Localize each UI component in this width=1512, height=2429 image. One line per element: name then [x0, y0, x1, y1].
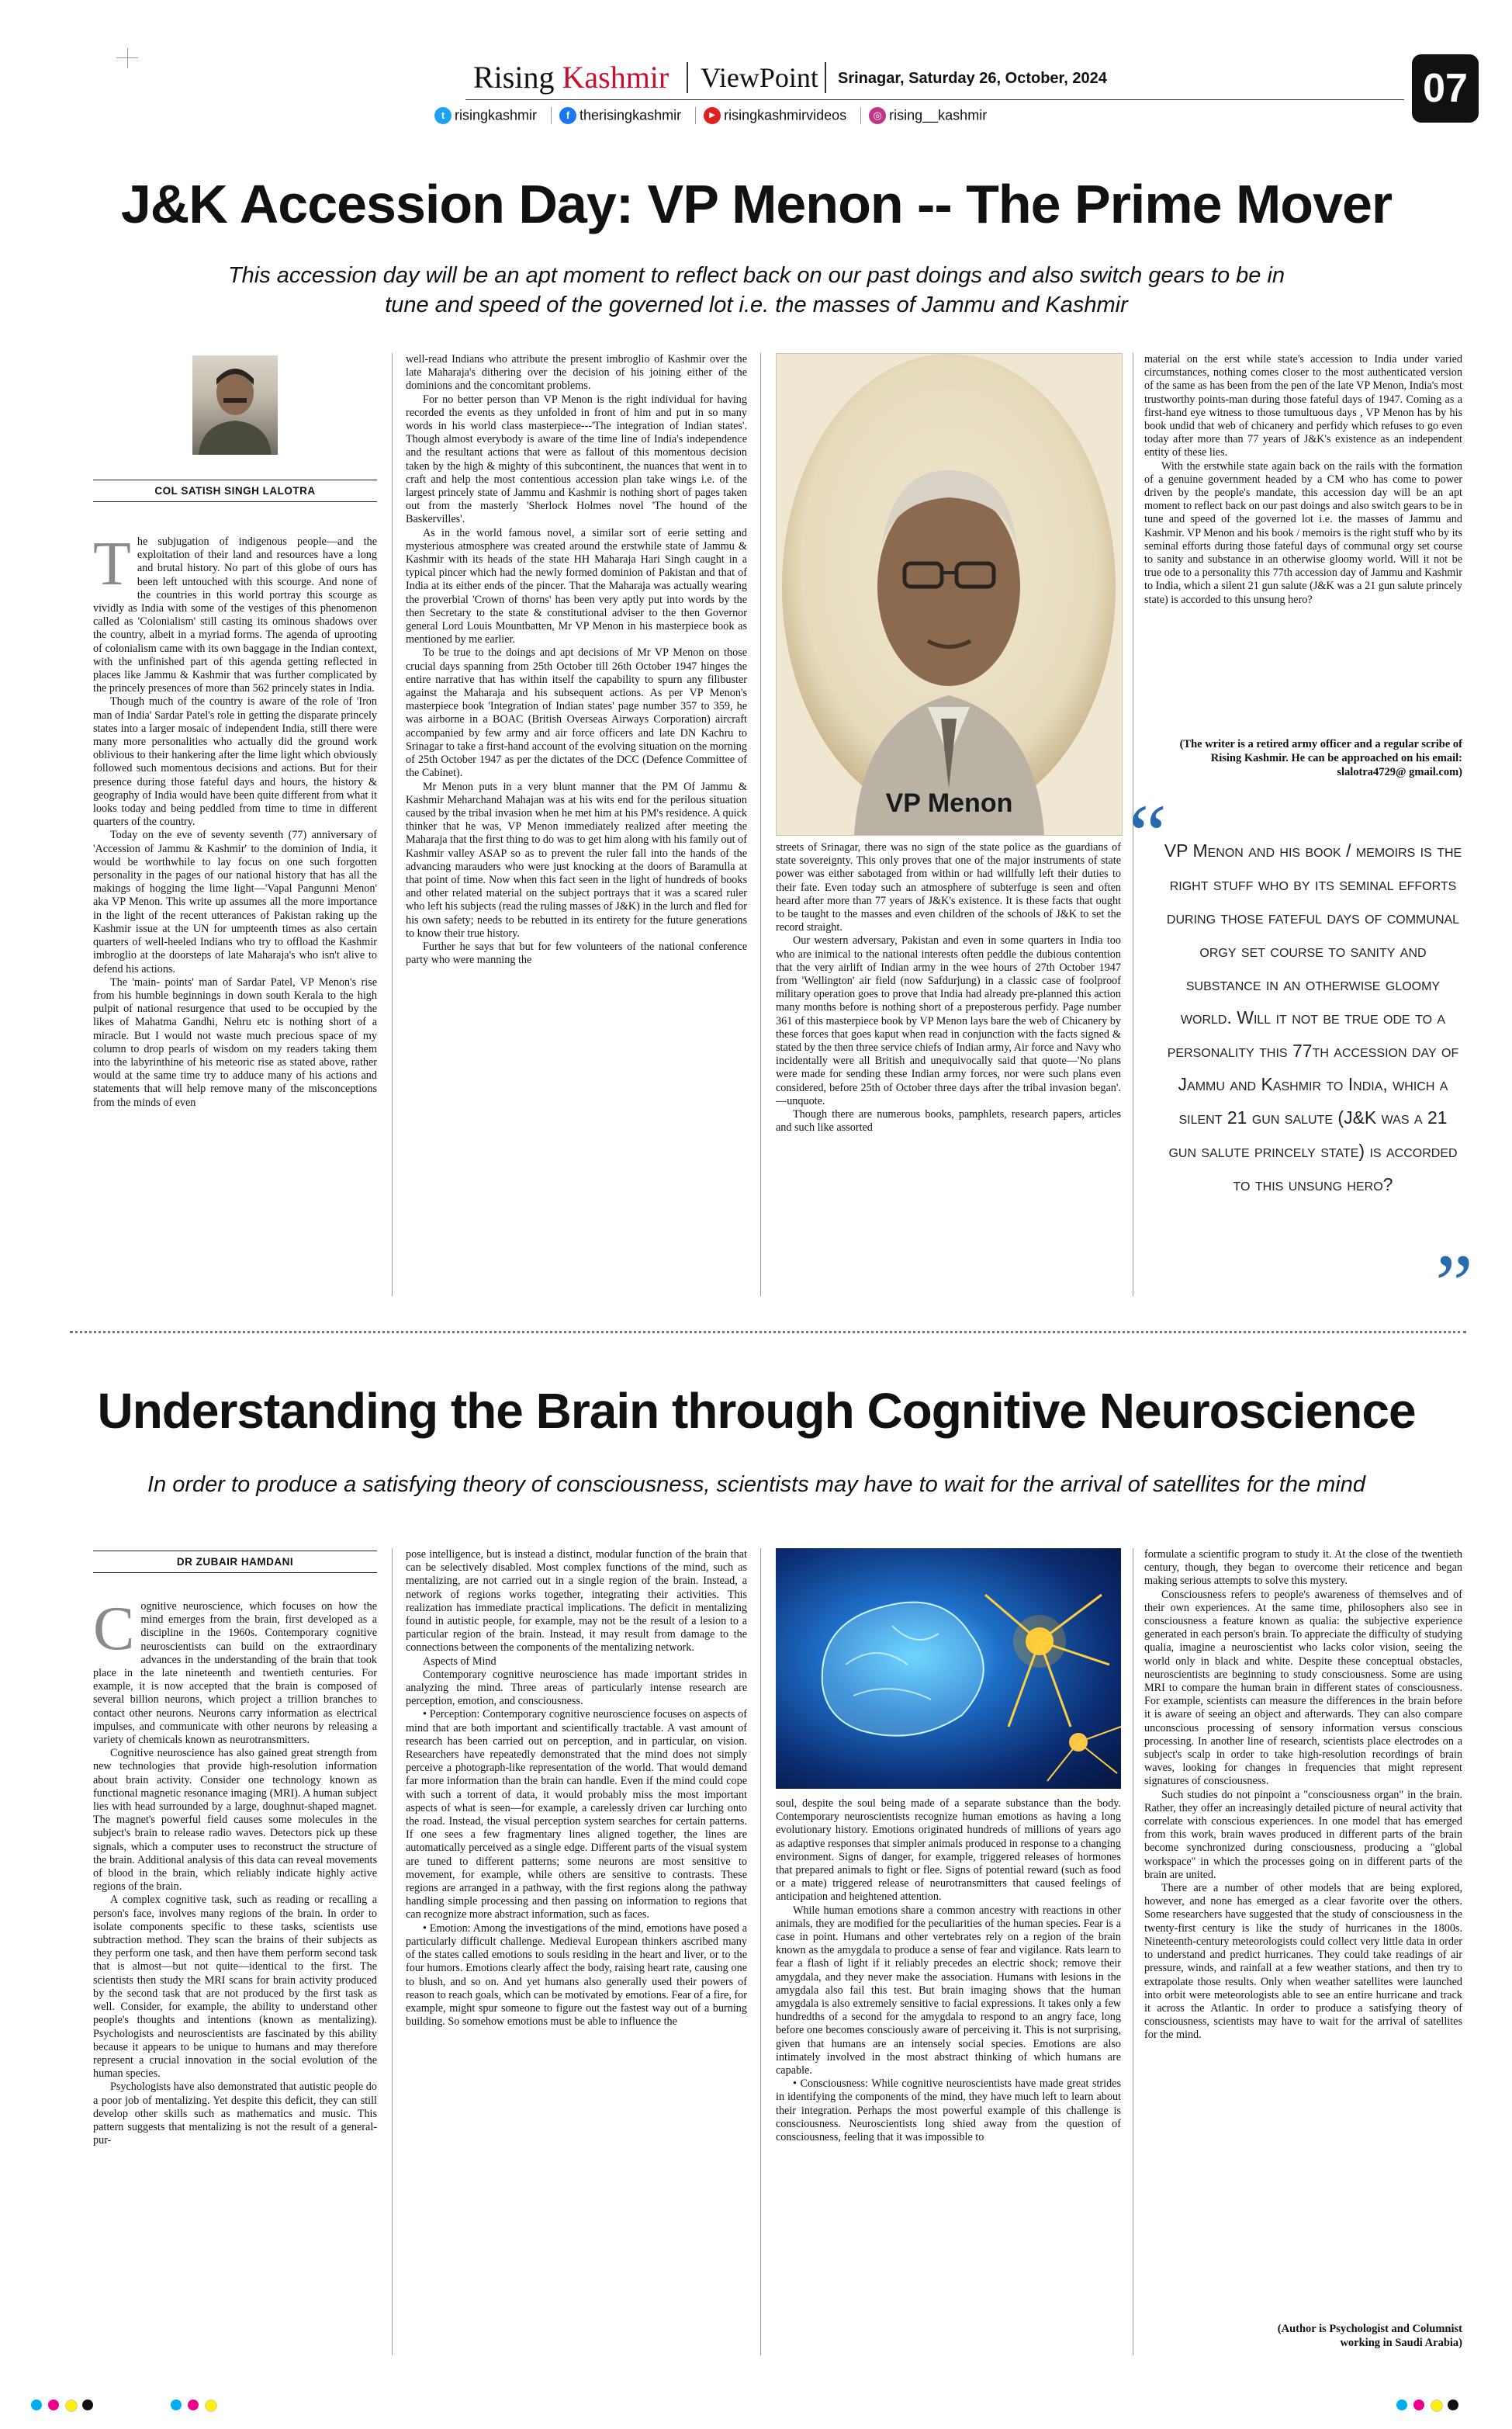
author-note-line: working in Saudi Arabia) [1340, 2337, 1462, 2349]
vp-menon-photo [776, 353, 1123, 836]
portrait-illustration [777, 354, 1122, 835]
author-photo [192, 355, 278, 455]
dateline: Srinagar, Saturday 26, October, 2024 [838, 70, 1107, 87]
article-paragraph: As in the world famous novel, a similar sort of eerie setting and mysterious atmosphere was created around the erstwhile state of Jammu & Kashmir with its heads of the state HH Maharaja Hari Singh caught in a typical pincer which had the newly formed dominion of Pakistan and that of India at its either ends of the pincer. That the Maharaja was actually wearing the proverbial 'Crown of thorns' has been very aptly put into words by the then Secretary to the state & constitutional adviser to the then Governor general Lord Louis Mountbatten, Mr VP Menon in his masterpiece book as mentioned by me earlier. [406, 526, 747, 646]
article2-headline: Understanding the Brain through Cognitive Neuroscience [97, 1383, 1416, 1439]
article-paragraph: • Perception: Contemporary cognitive neuroscience focuses on aspects of mind that are both important and scientifically tractable. A vast amount of research has been carried out on perception, and in particular, on vision. Researchers have repeatedly demonstrated that the mind does not simply perceive a photograph-like representation of the world. That would demand far more information than the brain can handle. Even if the mind could cope with such a torrent of data, it would probably miss the most important aspects of what is seen—for example, a carelessly driven car lurching onto the road. Instead, the visual perception system searches for certain patterns. If one sees a few fragmentary lines aligned together, the lines are automatically perceived as a single edge. Different parts of the visual system are tuned to different patterns; some neurons are most sensitive to movement, for example, while others are sensitive to contrasts. These regions are arranged in a pathway, with the first regions along the pathway handling simple processing and then passing on information to regions that can recognize more abstract information, such as faces. [406, 1708, 747, 1921]
brand-name-part2: Kashmir [562, 60, 670, 95]
subheading: Aspects of Mind [423, 1655, 497, 1668]
column-divider [392, 1548, 393, 2355]
article-paragraph: Today on the eve of seventy seventh (77) anniversary of 'Accession of Jammu & Kashmir' to the dominion of India, it would be worthwhile to lay focus on one such forgotten personality in the pages of our national history that has all the makings of hogging the lime light—'Vapal Pangunni Menon' aka VP Menon. This write up assumes all the more importance in the light of the recent utterances of Pakistan raking up the Kashmir issue at the UN for umpteenth times as also certain quarters of well-heeled Indians who try to offload the Kashmir imbroglio at the doorsteps of late Maharaja's who isn't alive to defend his actions. [93, 829, 377, 975]
article-paragraph: The subjugation of indigenous people—and the exploitation of their land and resources have a long and brutal history. No part of this globe of ours has been left untouched with this scourge. And none of the countries in this world portray this scourge as vividly as India with some of the vestiges of this phenomenon called as 'Colonialism' still casting its ominous shadows over the country, albeit in a myriad forms. The agenda of uprooting of colonialism came with its own baggage in the Indian context, with the unfinished part of this agenda getting reflected in places like Jammu & Kashmir that was further complicated by the princely presences of more than 562 princely states in India. [93, 535, 377, 695]
article2-deck: In order to produce a satisfying theory of consciousness, scientists may have to wait for the arrival of satellites for the mind [147, 1472, 1365, 1497]
masthead [0, 0, 1512, 140]
article1-headline: J&K Accession Day: VP Menon -- The Prime Mover [120, 174, 1393, 234]
author-note [1160, 2322, 1462, 2350]
article1-column-2 [406, 353, 747, 1312]
article-paragraph: To be true to the doings and apt decisions of Mr VP Menon on those crucial days spanning from 25th October till 26th October 1947 hinges the entire narrative that has within itself the capability to spurn any filibuster against the Maharaja and his subsequent actions. As per VP Menon's masterpiece book 'Integration of Indian states' page number 357 to 359, he was airborne in a BOAC (British Overseas Airways Corporation) aircraft accompanied by few army and air force officers and late DN Kachru to Srinagar to take a first-hand account of the evolving situation on the morning of 25th October 1947 as per the dictates of the DCC (Defence Committee of the Cabinet). [406, 646, 747, 780]
article-paragraph: Cognitive neuroscience has also gained great strength from new technologies that provide high-resolution information about brain activity. Consider one technology known as functional magnetic resonance imaging (MRI). A human subject lies with head surrounded by a large, doughnut-shaped magnet. The magnet's powerful field causes some molecules in the subject's brain to release radio waves. Detectors pick up these signals, which a computer uses to reconstruct the structure of the brain. Additional analysis of this data can reveal movements of blood in the brain, which reliably indicate highly active regions of the brain. [93, 1747, 377, 1894]
article-paragraph: • Consciousness: While cognitive neuroscientists have made great strides in identifying the components of the mind, they have much left to learn about their integration. Perhaps the most powerful example of this challenge is consciousness. Neuroscientists long shied away from the question of consciousness, feeling that it was impossible to [776, 2077, 1121, 2144]
article1-column-4 [1144, 353, 1462, 733]
article-paragraph: Further he says that but for few volunteers of the national conference party who were manning the [406, 940, 747, 967]
column-divider [760, 1548, 761, 2355]
registration-mark [48, 2400, 59, 2410]
instagram-icon: ◎ [869, 107, 886, 124]
header-rule [465, 99, 1404, 100]
article1-column-1 [93, 535, 377, 1312]
registration-mark [31, 2400, 42, 2410]
youtube-icon: ▶ [704, 107, 721, 124]
article-paragraph: There are a number of other models that are being explored, however, and none has emerged as a clear favorite over the others. Some researchers have suggested that the study of consciousness in the twenty-first century is like the study of hurricanes in the 1800s. Nineteenth-century meteorologists could collect very little data in order to understand and predict hurricanes. They could take readings of air pressure, winds, and rainfall at a few weather stations, and then try to extrapolate those results. Only when weather satellites were launched into orbit were meteorologists able to see an entire hurricane and track it across the Atlantic. In order to produce a satisfying theory of consciousness, scientists may have to wait for the arrival of satellites for the mind. [1144, 1882, 1462, 2042]
article1-deck-line: tune and speed of the governed lot i.e. the masses of Jammu and Kashmir [385, 293, 1128, 317]
registration-mark [82, 2400, 93, 2410]
article-paragraph: pose intelligence, but is instead a distinct, modular function of the brain that can be selectively disabled. Most complex functions of the mind, such as mentalizing, are not carried out in a single region of the brain. Instead, a network of regions works together, integrating their activities. This realization has immediate practical implications. The deficit in mentalizing found in autistic people, for example, may not be the result of a lesion to a particular region of the brain. Instead, it may result from damage to the connections between the components of the mentalizing network. [406, 1548, 747, 1655]
registration-mark [1448, 2400, 1458, 2410]
column-divider [760, 353, 761, 1296]
author-note: (The writer is a retired army officer and a regular scribe of Rising Kashmir. He can be approached on his email: slalotra4729@ gmail.com) [1179, 738, 1462, 778]
header-divider [687, 62, 688, 93]
article-paragraph: For no better person than VP Menon is the right individual for having recorded the events as they unfolded in front of him and put in so many words in his world class masterpiece---'The integration of Indian states'. Though almost everybody is aware of the time line of India's independence and the resultant actions that were as fallout of this momentous decision taken by the high & mighty of this subcontinent, the nuances that went in to craft and help the most contentious accession plan take wings i.e. of the largest princely state of Jammu and Kashmir is nothing short of pages taken out from the masterly 'Sherlock Holmes novel 'The hound of the Baskervilles'. [406, 393, 747, 526]
quote-open-icon: “ [1129, 787, 1167, 882]
article-paragraph: well-read Indians who attribute the present imbroglio of Kashmir over the late Maharaja's dithering over the decision of his joining either of the dominions and the concomitant problems. [406, 353, 747, 393]
article-paragraph: Psychologists have also demonstrated that autistic people do a poor job of mentalizing. Yet despite this deficit, they can still develop other skills such as mathematics and music. This pattern suggests that mentalizing is not the result of a general-pur- [93, 2081, 377, 2147]
registration-mark [1396, 2400, 1407, 2410]
registration-mark [65, 2400, 78, 2412]
article2-column-3 [776, 1797, 1121, 2355]
social-label: risingkashmirvideos [724, 107, 847, 123]
article-paragraph: Contemporary cognitive neuroscience has made important strides in analyzing the mind. Three areas of particularly intense research are perception, emotion, and consciousness. [406, 1668, 747, 1708]
registration-mark [205, 2400, 217, 2412]
social-link-youtube[interactable] [695, 107, 846, 124]
twitter-icon: t [434, 107, 452, 124]
article-paragraph: Our western adversary, Pakistan and even in some quarters in India too who are inimical to the national interests often peddle the dubious contention that the very airlift of Indian army in the wee hours of 27th October 1947 from 'Wellington' air field (now Safdurjung) in a classic case of foolproof military operation goes to prove that India had already pre-planned this action many months before is nothing short of a preposterous perfidy. Page number 361 of this masterpiece book by VP Menon lays bare the web of Chicanery by these forces that goes kaput when read in conjunction with the facts signed & stated by the then three service chiefs of Indian army, Air force and Navy who incidentally were all British and unequivocally said that quote—'No plans were made for sending these Indian army forces, nor were such plans even considered, before 25th of October three days after the tribal invasion began'.—unquote. [776, 934, 1121, 1107]
drop-cap: C [93, 1600, 135, 1663]
social-label: rising__kashmir [889, 107, 988, 123]
neurons-illustration [776, 1548, 1121, 1789]
article-paragraph: The 'main- points' man of Sardar Patel, VP Menon's rise from his humble beginnings in down south Kerala to the high pulpit of national resurgence that used to be occupied by the likes of Mahatma Gandhi, Nehru etc is nothing short of a miracle. But I would not waste much precious space of my column to drop pearls of wisdom on my readers taking them into the labyrinthine of his meteoric rise as stated above, rather would at the same time try to adduce many of his actions and statements that will help remove many of the misconceptions from the minds of even [93, 975, 377, 1109]
section-divider [70, 1331, 1466, 1333]
article-paragraph: Cognitive neuroscience, which focuses on how the mind emerges from the brain, first developed as a discipline in the 1960s. Contemporary cognitive neuroscientists can build on the extraordinary advances in the understanding of the brain that took place in the late nineteenth and twentieth centuries. For example, it is now accepted that the brain is composed of several billion neurons, which project a trillion branches to contact other neurons. Neurons carry information as electrical impulses, and communicate with other neurons by releasing a variety of chemicals known as neurotransmitters. [93, 1600, 377, 1747]
social-link-twitter[interactable] [434, 107, 537, 124]
article-paragraph: Consciousness refers to people's awareness of themselves and of their own experiences. At the same time, philosophers also see in consciousness a feature known as qualia: the subjective experience generated in each person's brain. To appreciate the difficulty of studying qualia, imagine a neuroscientist who lacks color vision, seeing the world only in black and white. Despite these conceptual obstacles, neuroscientists are beginning to study consciousness. Some are using MRI to compare the human brain in different states of consciousness. For example, scientists can measure the differences in the brain before it is aware of seeing an object and afterwards. They can also compare unconscious processing of sensory information versus conscious processing. In another line of research, scientists place electrodes on a subject's scalp in order to take high-resolution recordings of brain waves, looking for changes in frequencies that might represent signatures of consciousness. [1144, 1588, 1462, 1788]
registration-mark [171, 2400, 182, 2410]
photo-caption: VP Menon [885, 788, 1013, 818]
article2-byline: DR ZUBAIR HAMDANI [93, 1551, 377, 1573]
author-note-line: (Author is Psychologist and Columnist [1277, 2323, 1462, 2335]
registration-strip [31, 2398, 1482, 2413]
article-paragraph: While human emotions share a common ancestry with reactions in other animals, they are modified for the peculiarities of the human species. Fear is a case in point. Humans and other vertebrates rely on a region of the brain known as the amygdala to produce a sense of fear and vigilance. Rats learn to fear a flash of light if it reliably precedes an electric shock; remove their amygdala, and they never make the association. Humans with lesions in the amygdala also fail this test. But brain imaging shows that the human amygdala is also extremely sensitive to facial expressions. It takes only a few hundredths of a second for the amygdala to respond to an angry face, long before one becomes consciously aware of perceiving it. This is not surprising, given that humans are an intensely social species. Emotions are also intimately involved in the most abstract thinking of which humans are capable. [776, 1904, 1121, 2077]
social-label: therisingkashmir [580, 107, 682, 123]
article-paragraph: • Emotion: Among the investigations of the mind, emotions have posed a particularly difficult challenge. Medieval European thinkers ascribed many of the states called emotions to souls residing in the heart and liver, or to the four humors. Emotions clearly affect the body, raising heart rate, causing one to blush, and so on. And yet humans also generally used their powers of reason to reach goals, which can be motivated by emotions. Fear of a fire, for example, might spur someone to figure out the fastest way out of a burning building. So somehow emotions must be able to influence the [406, 1921, 747, 2029]
article-paragraph: Such studies do not pinpoint a "consciousness organ" in the brain. Rather, they offer an increasingly detailed picture of neural activity that correlate with conscious experiences. In one model that has emerged from this work, brain waves produced in different parts of the brain become synchronized during consciousness, producing a "global workspace" in which the processes going on in different parts of the brain are united. [1144, 1788, 1462, 1881]
article1-column-3 [776, 841, 1121, 1312]
quote-close-icon: ” [1435, 1237, 1473, 1332]
drop-cap: T [93, 535, 131, 598]
article1-deck [62, 261, 1451, 320]
social-link-facebook[interactable] [551, 107, 681, 124]
article-paragraph: Though much of the country is aware of the role of 'Iron man of India' Sardar Patel's role in getting the disparate princely states into a larger mosaic of independent India, still there were many more personalities who actually did the ground work oblivious to their hankering after the lime light which obviously followed such momentous decisions and actions. But for their presence during those fateful days and hours, the history & geography of India would have been quite different from what it looks today and being peddled from time to time in different quarters of the country. [93, 695, 377, 829]
social-label: risingkashmir [455, 107, 538, 123]
registration-mark [188, 2400, 199, 2410]
article2-column-1 [93, 1600, 377, 2353]
column-divider [392, 353, 393, 1296]
brand-name-part1: Rising [473, 60, 562, 95]
crop-mark [127, 48, 128, 68]
section-title: ViewPoint [701, 62, 818, 93]
pull-quote: VP Menon and his book / memoirs is the right stuff who by its seminal efforts during those fateful days of communal orgy set course to sanity and substance in an otherwise gloomy world. Will it not be true ode to a personality this 77th accession day of Jammu and Kashmir to India, which a silent 21 gun salute (J&K was a 21 gun salute princely state) is accorded to this unsung hero? [1164, 840, 1462, 1194]
article-paragraph: With the erstwhile state again back on the rails with the formation of a genuine government headed by a CM who has come to power driven by the people's mandate, this accession day will be an apt moment to reflect back on our past doings and also switch gears to be in tune and speed of the governed lot i.e. the masses of Jammu and Kashmir. VP Menon and his book / memoirs is the right stuff who by its seminal efforts during those fateful days of communal orgy set course to sanity and substance in an otherwise gloomy world. Will it not be true ode to a personality this 77th accession day of Jammu and Kashmir to India, which a silent 21 gun salute (J&K was a 21 gun salute princely state) is accorded to this unsung hero? [1144, 459, 1462, 606]
registration-mark [1431, 2400, 1443, 2412]
registration-mark [1413, 2400, 1424, 2410]
facebook-icon: f [559, 107, 576, 124]
page-number: 07 [1412, 54, 1479, 123]
article2-column-2 [406, 1548, 747, 2355]
article-paragraph: soul, despite the soul being made of a separate substance than the body. Contemporary neuroscientists recognize human emotions as having a long evolutionary history. Emotions originated hundreds of millions of years ago as adaptive responses that simpler animals produced in response to a changing environment. Signs of danger, for example, triggered releases of hormones that prepared animals to fight or flee. Signs of potential reward (such as food or a mate) triggered release of neurotransmitters that caused feelings of anticipation and heightened attention. [776, 1797, 1121, 1904]
author-portrait-illustration [192, 355, 278, 455]
brain-illustration [776, 1548, 1121, 1789]
article1-byline: COL SATISH SINGH LALOTRA [93, 480, 377, 502]
header-divider [825, 62, 826, 93]
article-paragraph: Mr Menon puts in a very blunt manner that the PM Of Jammu & Kashmir Meharchand Mahajan was at his wits end for the perilous situation caused by the tribal invasion when he met him at his PM's residence. A quick thinker that he was, VP Menon immediately realized after meeting the Maharaja that the first thing to do was to get him along with his family out of Kashmir valley ASAP so as to prevent the ruler fall into the hands of the advancing marauders who were just knocking at the doors of Baramulla at that point of time. Now when this fact seen in the light of hundreds of books and other related material on the subject portrays that it was a scared ruler who left his subjects (read the ruling masses of J&K) in the lurch and fled for his own safety; needs to be rebutted in its entirety for the future generations to know their true history. [406, 780, 747, 940]
article-paragraph: A complex cognitive task, such as reading or recalling a person's face, involves many regions of the brain. In order to isolate components specific to these tasks, scientists use subtraction method. They scan the brains of their subjects as they perform one task, and then have them perform second task that is almost—but not quite—identical to the first. The scientists then study the MRI scans for brain activity produced by the second task that are not produced by the first task as well. Consider, for example, the ability to understand other people's thoughts and intentions (known as mentalizing). Psychologists and neuroscientists are fascinated by this ability because it appears to be unique to humans and may therefore represent a crucial innovation in the social evolution of the human species. [93, 1894, 377, 2081]
article1-deck-line: This accession day will be an apt moment to reflect back on our past doings and also switch gears to be in [227, 263, 1285, 288]
social-bar [434, 107, 1396, 130]
article-paragraph: material on the erst while state's accession to India under varied circumstances, nothing comes closer to the most authenticated version of the same as has been from the pen of the late VP Menon, India's most trustworthy points-man during those fateful days of 1947. Coming as a first-hand eye witness to those tumultuous days , VP Menon has by his book undid that web of chicanery and perfidy which refuses to go even today after more than 77 years of J&K's existence as an independent entity of these lies. [1144, 353, 1462, 459]
social-link-instagram[interactable] [860, 107, 987, 124]
article-paragraph: Though there are numerous books, pamphlets, research papers, articles and such like assorted [776, 1108, 1121, 1135]
article2-column-4 [1144, 1548, 1462, 2316]
brand-logo[interactable] [473, 61, 669, 95]
article-paragraph: formulate a scientific program to study it. At the close of the twentieth century, though, they began to overcome their reticence and began making serious attempts to solve this mystery. [1144, 1548, 1462, 1588]
article-paragraph: streets of Srinagar, there was no sign of the state police as the guardians of state sovereignty. This only proves that one of the major instruments of state power was either sabotaged from within or had willfully left their duties to their fate. Even today such an atmosphere of subterfuge is seen and often heard after more than 77 years of J&K's existence. It is these facts that ought to be taught to the masses and even children of the schools of J&K to set the record straight. [776, 841, 1121, 934]
